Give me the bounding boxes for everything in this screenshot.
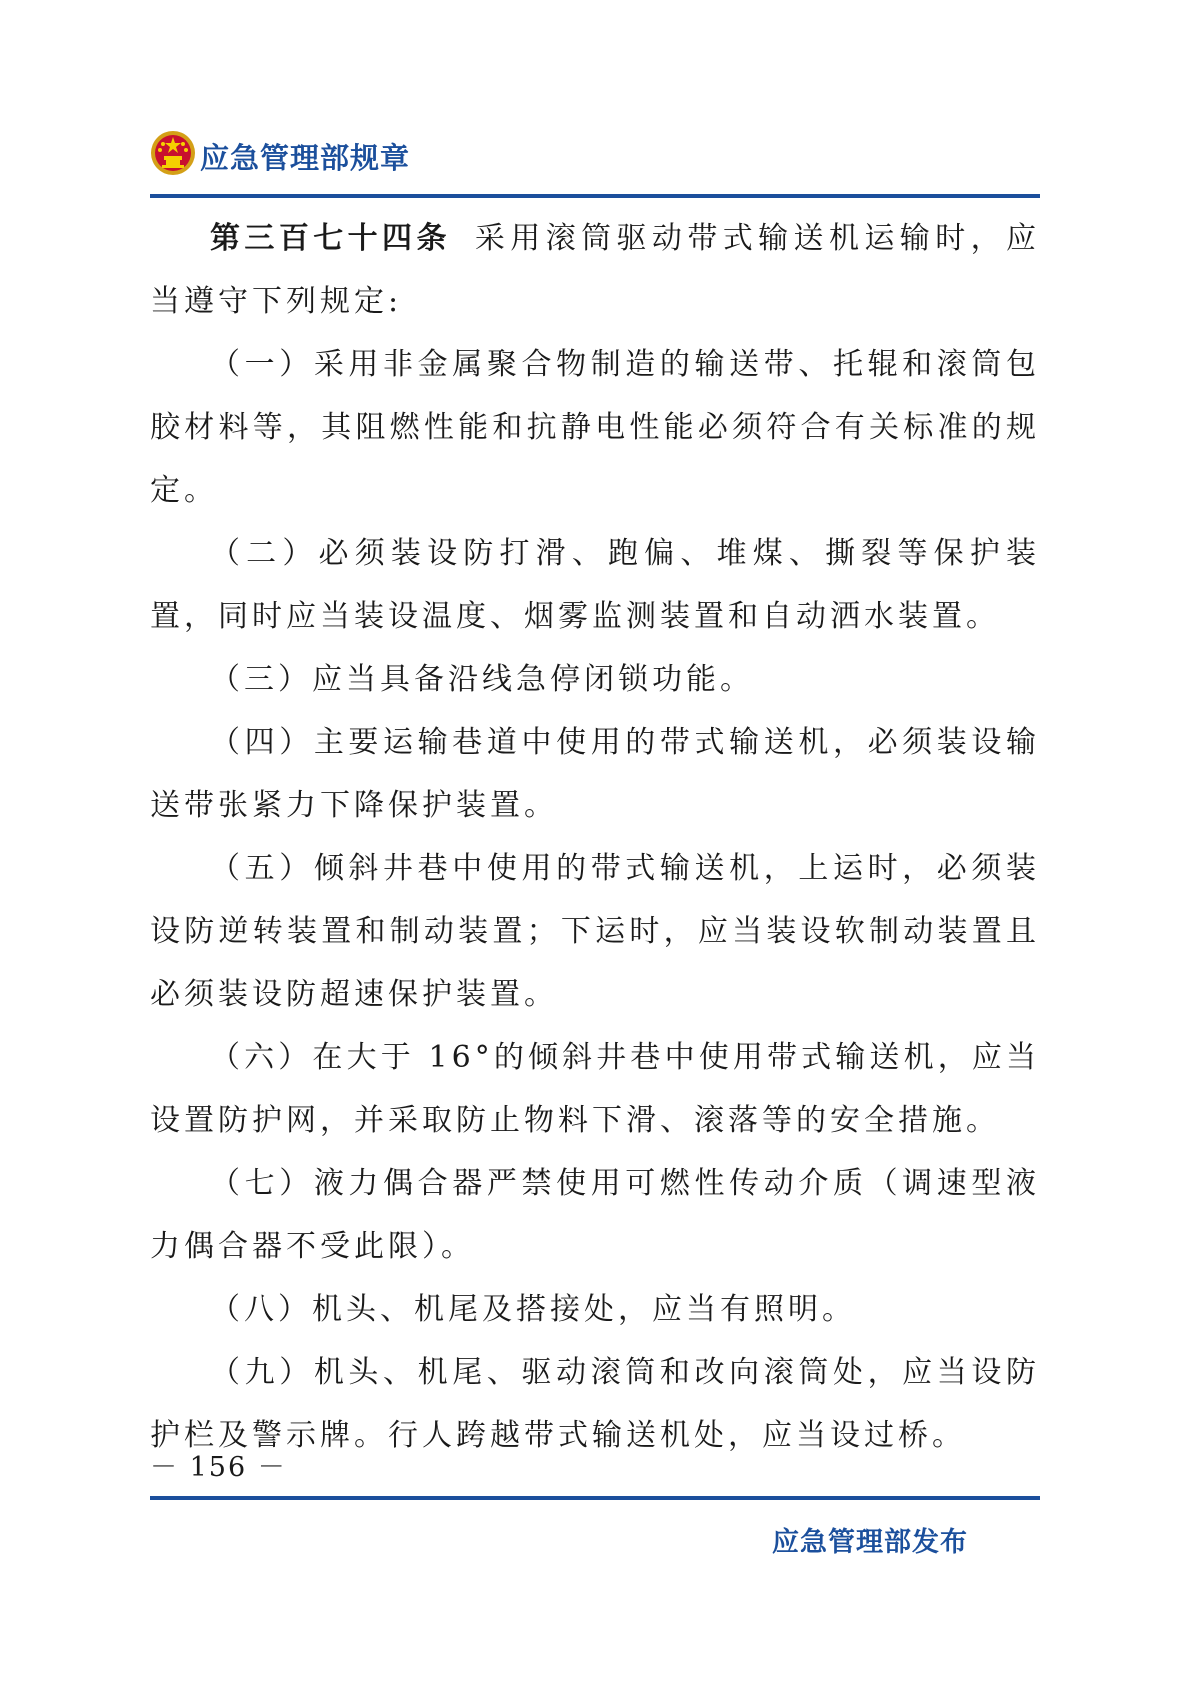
national-emblem-icon <box>150 130 196 176</box>
footer-divider <box>150 1496 1040 1500</box>
article-number: 第三百七十四条 <box>210 221 451 256</box>
article-item-1: （一）采用非金属聚合物制造的输送带、托辊和滚筒包胶材料等，其阻燃性能和抗静电性能必须符合有关标准的规定。 <box>150 347 1040 508</box>
article-item-6: （六）在大于 16°的倾斜井巷中使用带式输送机，应当设置防护网，并采取防止物料下滑、滚落等的安全措施。 <box>150 1040 1040 1138</box>
header-divider <box>150 194 1040 198</box>
article-body <box>150 207 1040 1467</box>
publisher-label: 应急管理部发布 <box>772 1527 968 1558</box>
page-header <box>150 130 1040 190</box>
article-item-3: （三）应当具备沿线急停闭锁功能。 <box>210 662 754 697</box>
page-number: － 156 － <box>150 1452 287 1483</box>
article-item-4: （四）主要运输巷道中使用的带式输送机，必须装设输送带张紧力下降保护装置。 <box>150 725 1040 823</box>
header-title: 应急管理部规章 <box>200 141 411 175</box>
article-item-7: （七）液力偶合器严禁使用可燃性传动介质（调速型液力偶合器不受此限）。 <box>150 1166 1040 1264</box>
article-intro: 采用滚筒驱动带式输送机运输时，应当遵守下列规定: <box>150 221 1041 319</box>
article-item-9: （九）机头、机尾、驱动滚筒和改向滚筒处，应当设防护栏及警示牌。行人跨越带式输送机处，应当设过桥。 <box>150 1355 1040 1453</box>
article-intro-paragraph <box>150 207 1040 333</box>
article-item-5: （五）倾斜井巷中使用的带式输送机，上运时，必须装设防逆转装置和制动装置；下运时，应当装设软制动装置且必须装设防超速保护装置。 <box>150 851 1040 1012</box>
article-item-2: （二）必须装设防打滑、跑偏、堆煤、撕裂等保护装置，同时应当装设温度、烟雾监测装置和自动洒水装置。 <box>150 536 1040 634</box>
article-item-8: （八）机头、机尾及搭接处，应当有照明。 <box>210 1292 856 1327</box>
